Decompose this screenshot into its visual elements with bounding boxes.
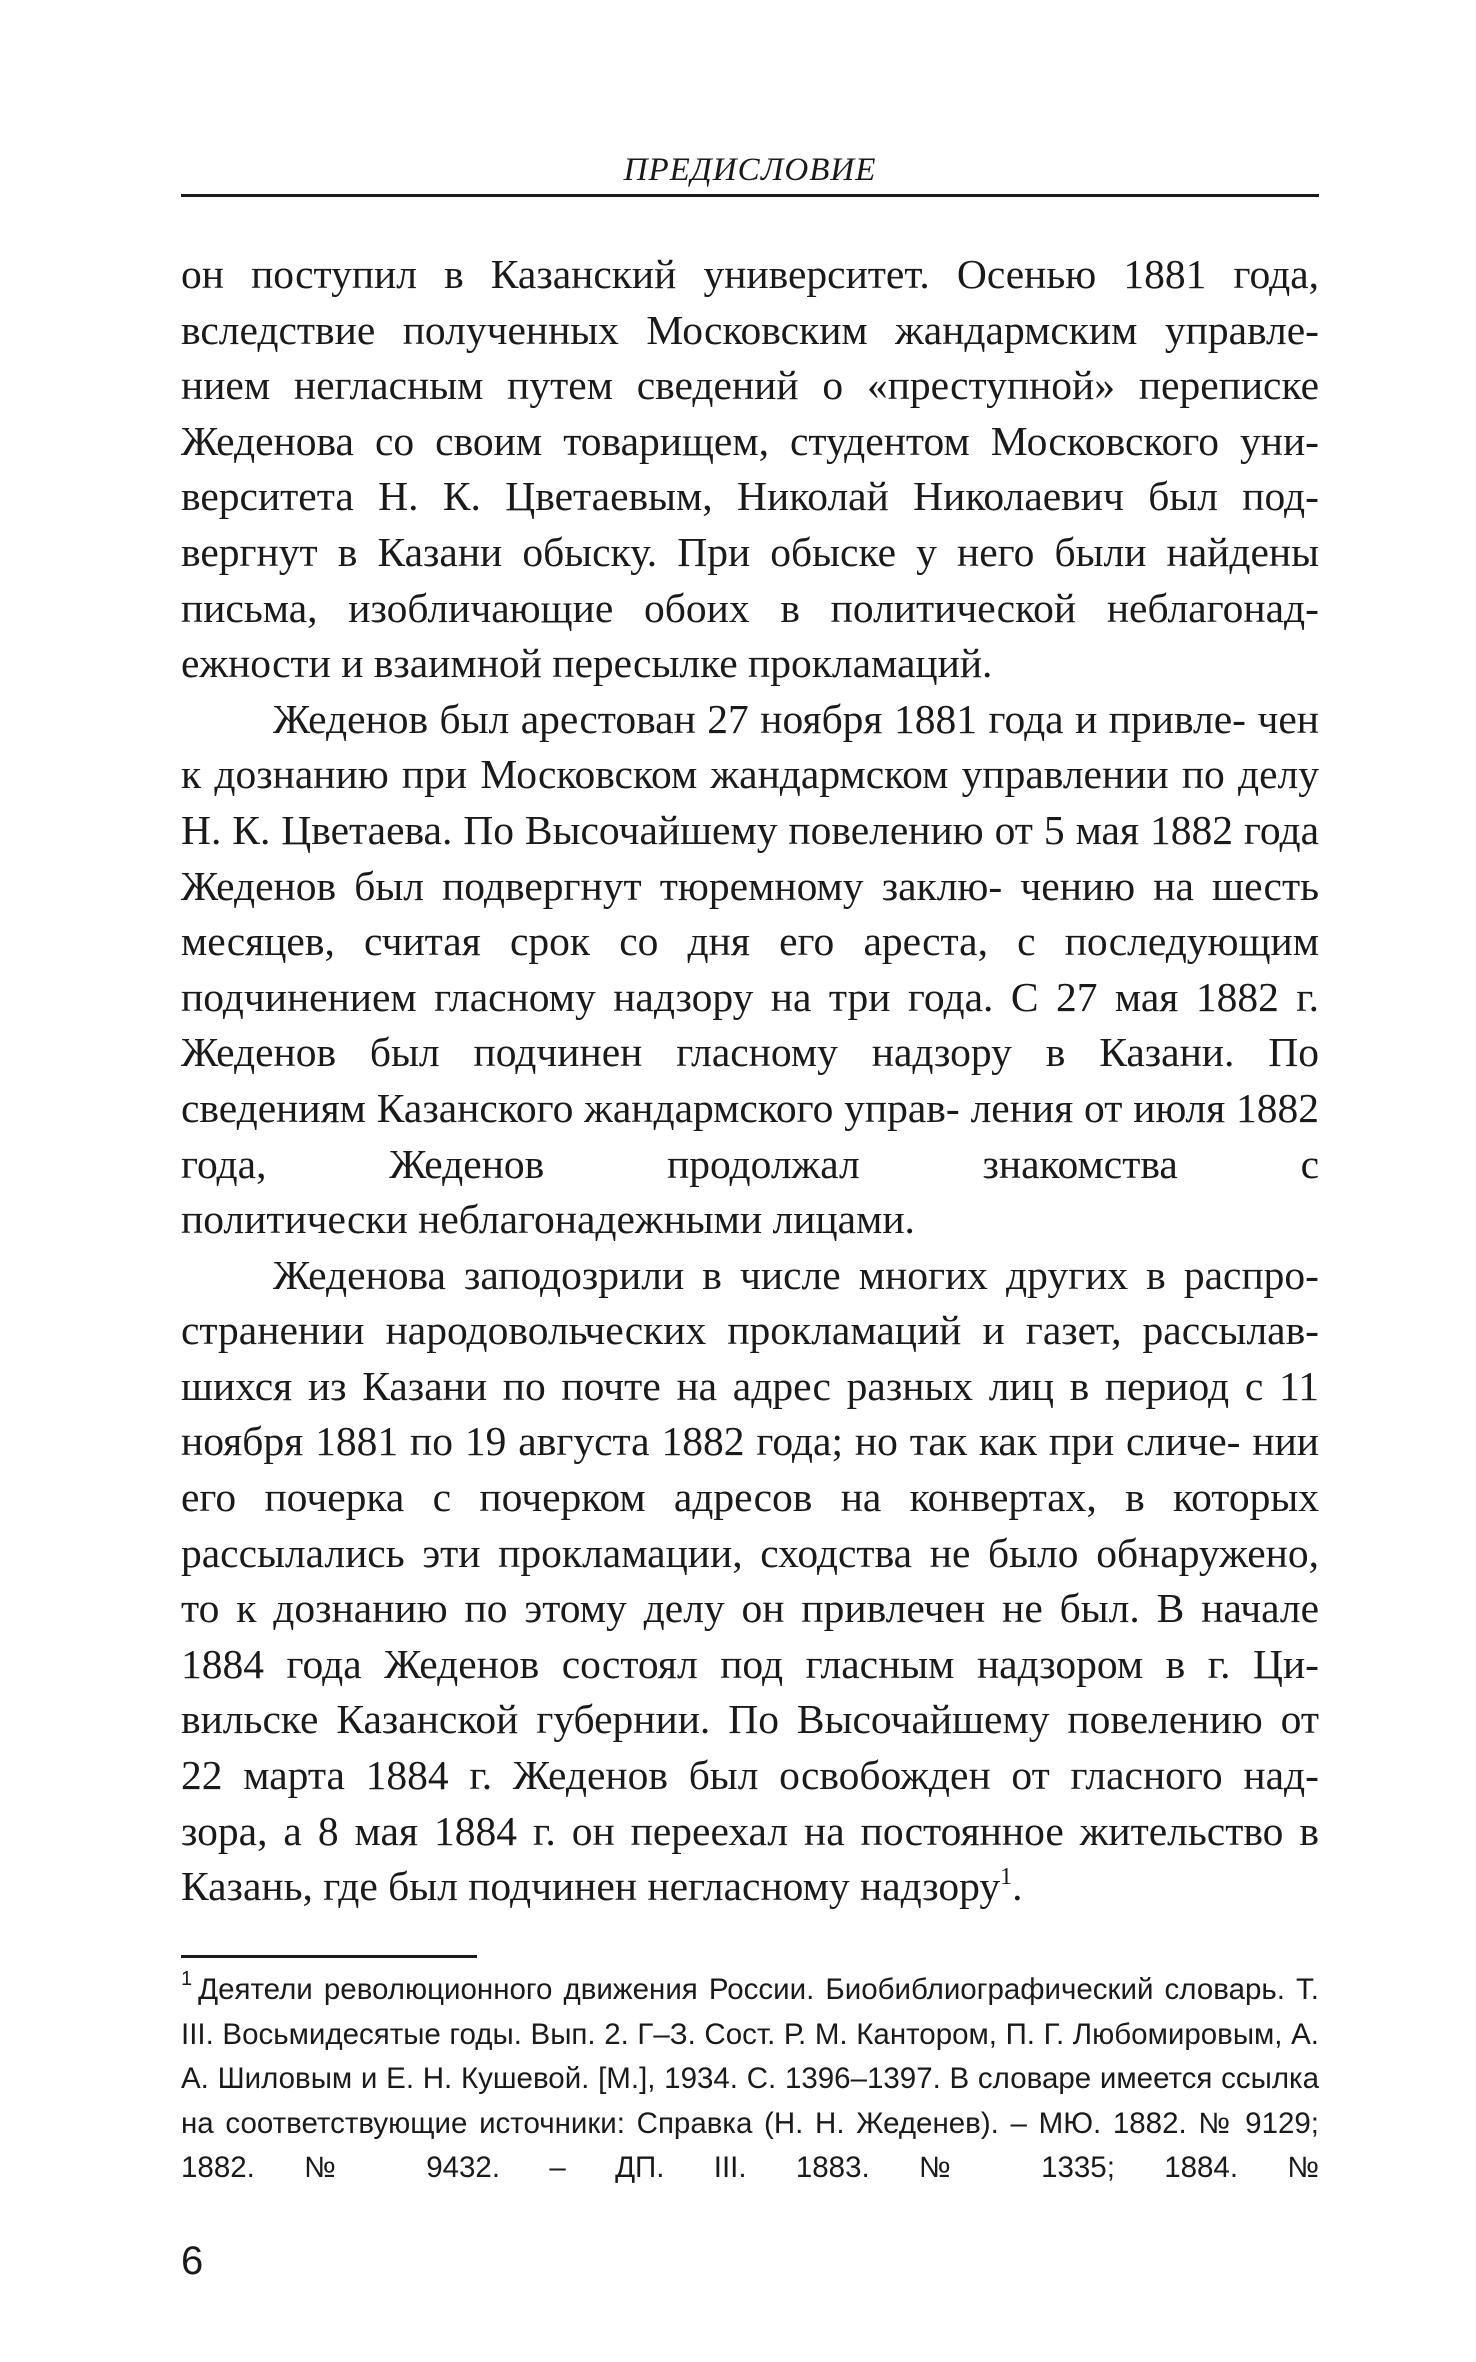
text-line: ления от июля 1882 года, Жеденов продолжал знакомства с	[181, 1084, 1320, 1187]
paragraph	[181, 692, 1319, 1192]
text-line: нием негласным путем сведений о «преступной» переписке	[181, 362, 1319, 409]
text-line: С 27 мая 1882 г. Жеденов был подчинен гласному надзору	[181, 973, 1319, 1076]
sentence-period: .	[1012, 1863, 1023, 1910]
text-line: мая 1882 года Жеденов был подвергнут тюремному заклю-	[181, 806, 1319, 909]
text-line: рассылались эти прокламации, сходства не было обнаружено,	[181, 1529, 1319, 1576]
text-line: последующим подчинением гласному надзору на три года.	[181, 918, 1319, 1020]
text-line: то к дознанию по этому делу он привлечен не был. В начале	[181, 1585, 1319, 1632]
text-line: Жеденова заподозрили в числе многих других в распро-	[273, 1251, 1319, 1298]
text-line: чен к дознанию при Московском жандармском управлении	[181, 695, 1320, 798]
header-rule	[181, 194, 1319, 197]
text-line: он поступил в Казанский университет. Осенью 1881 года,	[181, 251, 1319, 297]
text-line: 1884 года Жеденов состоял под гласным надзором в г. Ци-	[181, 1640, 1319, 1687]
text-line: нии его почерка с почерком адресов на конвертах, в которых	[181, 1418, 1320, 1521]
text-line: вергнут в Казани обыску. При обыске у него были найдены	[181, 528, 1319, 575]
paragraph-last-line	[181, 636, 1319, 692]
text-line: чению на шесть месяцев, считая срок со дня его ареста, с	[181, 862, 1320, 965]
running-head: ПРЕДИСЛОВИЕ	[623, 152, 877, 188]
text-line: от 22 марта 1884 г. Жеденов был освобожден от гласного над-	[181, 1696, 1319, 1799]
footnote-marker: 1	[181, 1968, 193, 1990]
footnote-rule	[181, 1955, 477, 1958]
text-line: вследствие полученных Московским жандармским управле-	[181, 306, 1319, 353]
text-line: Жеденова со своим товарищем, студентом Московского уни-	[181, 417, 1319, 464]
text-line: верситета Н. К. Цветаевым, Николай Николаевич был под-	[181, 473, 1319, 520]
footnote-reference[interactable]: 1	[1000, 1864, 1013, 1891]
text-line: Казань, где был подчинен негласному надзору	[181, 1863, 1001, 1910]
text-line: Жеденов был арестован 27 ноября 1881 года и привле-	[273, 695, 1246, 742]
footnote-text: Деятели революционного движения России. Биобиблиографический словарь. Т. III. Восьмидесятые годы. Вып. 2. Г–З. Сост. Р. М. Кантором, П. Г. Любомировым, А. А. Шиловым и Е. Н. Кушевой. [М.], 1934. С. 1396–1397. В словаре имеется ссылка на соответствующие источники: Справка (Н. Н. Жеденев). – МЮ. 1882. № 9129; 1882. № 9432. – ДП. III. 1883. № 1335; 1884. №	[181, 1973, 1319, 2184]
page-number: 6	[181, 2239, 204, 2283]
text-line: ежности и взаимной пересылке прокламаций.	[181, 640, 993, 687]
paragraph-last-line	[181, 1192, 1319, 1248]
text-line: вильске Казанской губернии. По Высочайшему повелению	[181, 1696, 1263, 1743]
text-line: странении народовольческих прокламаций и газет, рассылав-	[181, 1307, 1319, 1354]
text-line: 11 ноября 1881 по 19 августа 1882 года; но так как при сличе-	[181, 1362, 1319, 1465]
paragraph-last-line	[181, 1859, 1319, 1915]
text-line: по делу Н. К. Цветаева. По Высочайшему повелению от 5	[181, 751, 1319, 853]
text-line: письма, изобличающие обоих в политической неблагонад-	[181, 584, 1319, 631]
text-line: в Казани. По сведениям Казанского жандармского управ-	[181, 1029, 1319, 1131]
footnote	[181, 1968, 1319, 2191]
text-line: политически неблагонадежными лицами.	[181, 1196, 915, 1243]
paragraph	[181, 1248, 1319, 1860]
text-line: зора, а 8 мая 1884 г. он переехал на постоянное жительство в	[181, 1807, 1319, 1854]
text-line: шихся из Казани по почте на адрес разных лиц в период с	[181, 1362, 1264, 1409]
paragraph	[181, 247, 1319, 636]
body-text	[181, 247, 1319, 1915]
